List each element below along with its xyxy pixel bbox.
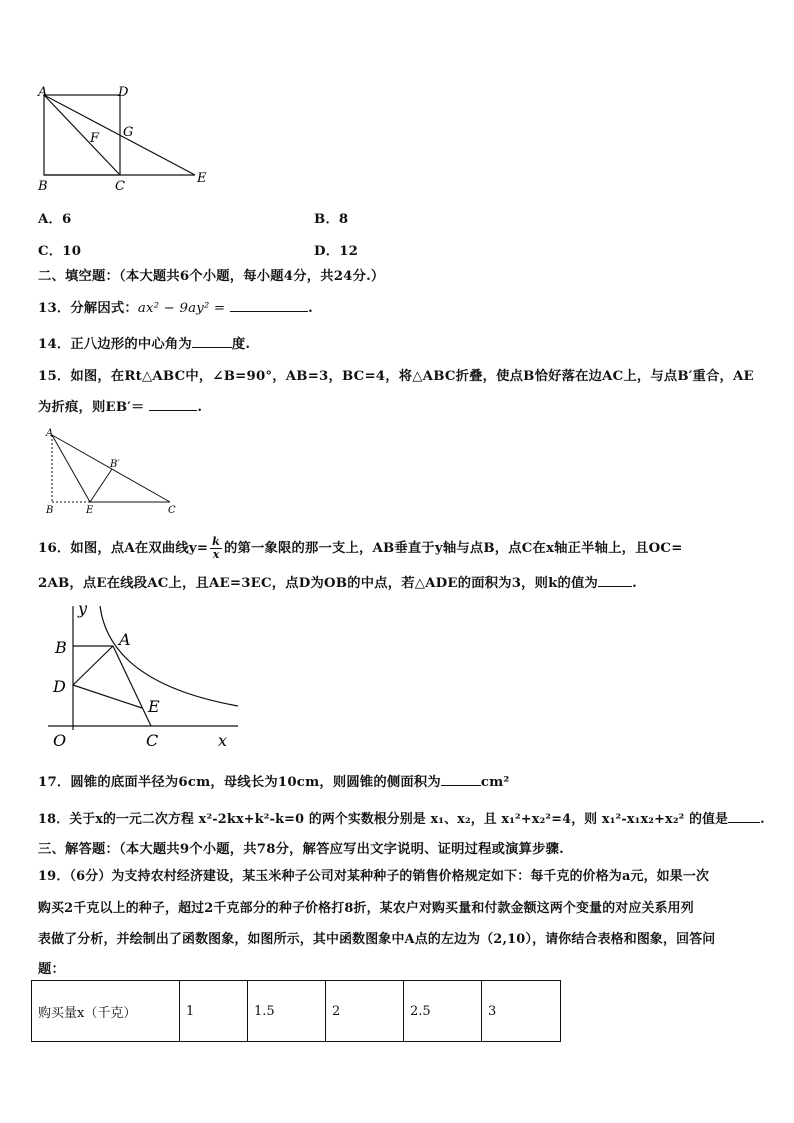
label-C: C — [115, 179, 125, 194]
option-a: A．6 — [38, 212, 72, 227]
label-O: O — [53, 731, 67, 750]
label-C: C — [168, 505, 176, 516]
table-header-cell: 购买量x（千克） — [32, 981, 180, 1042]
label-E: E — [148, 697, 160, 716]
answer-blank — [441, 771, 481, 786]
q14-prefix: 14．正八边形的中心角为 — [38, 337, 192, 352]
label-B: B — [38, 179, 48, 194]
answer-blank — [230, 297, 308, 312]
label-A: A — [38, 85, 48, 100]
q16-part1: 16．如图，点A在双曲线y= — [38, 541, 209, 556]
table-cell: 2.5 — [404, 981, 482, 1042]
table-row — [32, 981, 561, 1042]
label-A: A — [46, 428, 54, 439]
fraction-k-over-x — [210, 536, 222, 561]
label-E: E — [197, 171, 207, 186]
q16-suffix: . — [632, 576, 637, 591]
option-c: C．10 — [38, 244, 82, 259]
question-14 — [38, 333, 250, 352]
label-B: B — [46, 505, 54, 516]
answer-blank — [149, 396, 197, 411]
table-cell: 3 — [482, 981, 561, 1042]
label-D: D — [118, 85, 129, 100]
frac-den: x — [212, 548, 220, 561]
label-C: C — [146, 731, 159, 750]
section-2-heading: 二、填空题：（本大题共6个小题，每小题4分，共24分.） — [38, 269, 385, 284]
question-17 — [38, 771, 509, 790]
table-cell: 2 — [326, 981, 404, 1042]
q15-suffix: . — [197, 400, 203, 415]
label-A: A — [119, 630, 131, 649]
q17-suffix: cm² — [480, 775, 510, 790]
table-cell: 1 — [180, 981, 248, 1042]
label-B-prime: B′ — [110, 459, 120, 470]
q16-text: 2AB，点E在线段AC上，且AE=3EC，点D为OB的中点，若△ADE的面积为3，则k的值为 — [38, 576, 599, 591]
q13-suffix: . — [308, 301, 313, 316]
q18-suffix: . — [760, 812, 765, 827]
q17-prefix: 17．圆锥的底面半径为6cm，母线长为10cm，则圆锥的侧面积为 — [38, 775, 441, 790]
purchase-table — [31, 980, 561, 1042]
figure-hyperbola — [48, 598, 248, 750]
question-18 — [38, 808, 765, 827]
q14-suffix: 度. — [231, 337, 251, 352]
section-3-heading: 三、解答题：（本大题共9个小题，共78分，解答应写出文字说明、证明过程或演算步骤. — [38, 842, 564, 857]
answer-blank — [192, 333, 232, 348]
question-19-line4: 题： — [38, 962, 65, 977]
axis-label-y: y — [78, 599, 88, 618]
label-E: E — [86, 505, 94, 516]
q13-prefix: 13．分解因式： — [38, 301, 138, 316]
question-16-line2 — [38, 572, 637, 591]
answer-blank — [598, 572, 632, 587]
frac-num: k — [212, 535, 220, 548]
axis-label-x: x — [218, 731, 228, 750]
question-13 — [38, 297, 313, 316]
figure-right-triangle-fold — [40, 425, 190, 517]
label-F: F — [90, 131, 100, 146]
option-d: D．12 — [314, 244, 359, 259]
question-15-line2 — [38, 396, 202, 415]
q16-part2: 的第一象限的那一支上，AB垂直于y轴与点B，点C在x轴正半轴上，且OC= — [224, 541, 683, 556]
option-b: B．8 — [314, 212, 349, 227]
question-19-line3: 表做了分析，并绘制出了函数图象，如图所示，其中函数图象中A点的左边为（2,10），请你结合表格和图象，回答问 — [38, 932, 716, 947]
label-G: G — [123, 125, 134, 140]
question-19-line1: 19．（6分）为支持农村经济建设，某玉米种子公司对某种种子的销售价格规定如下：每千克的价格为a元，如果一次 — [38, 869, 710, 884]
question-16-line1 — [38, 536, 683, 561]
q18-prefix: 18．关于x的一元二次方程 x²-2kx+k²-k=0 的两个实数根分别是 x₁、x₂，且 x₁²+x₂²=4，则 x₁²-x₁x₂+x₂² 的值是 — [38, 812, 729, 827]
label-D: D — [53, 677, 66, 696]
label-B: B — [55, 638, 67, 657]
figure-square-triangle — [30, 80, 220, 195]
question-19-line2: 购买2千克以上的种子，超过2千克部分的种子价格打8折，某农户对购买量和付款金额这两个变量的对应关系用列 — [38, 901, 694, 916]
table-cell: 1.5 — [248, 981, 326, 1042]
answer-blank — [728, 808, 760, 823]
q13-expression: ax² − 9ay² = — [137, 301, 226, 316]
q15-text: 为折痕，则EB′＝ — [38, 400, 145, 415]
question-15-line1: 15．如图，在Rt△ABC中，∠B=90°，AB=3，BC=4，将△ABC折叠，使点B恰好落在边AC上，与点B′重合，AE — [38, 369, 754, 384]
